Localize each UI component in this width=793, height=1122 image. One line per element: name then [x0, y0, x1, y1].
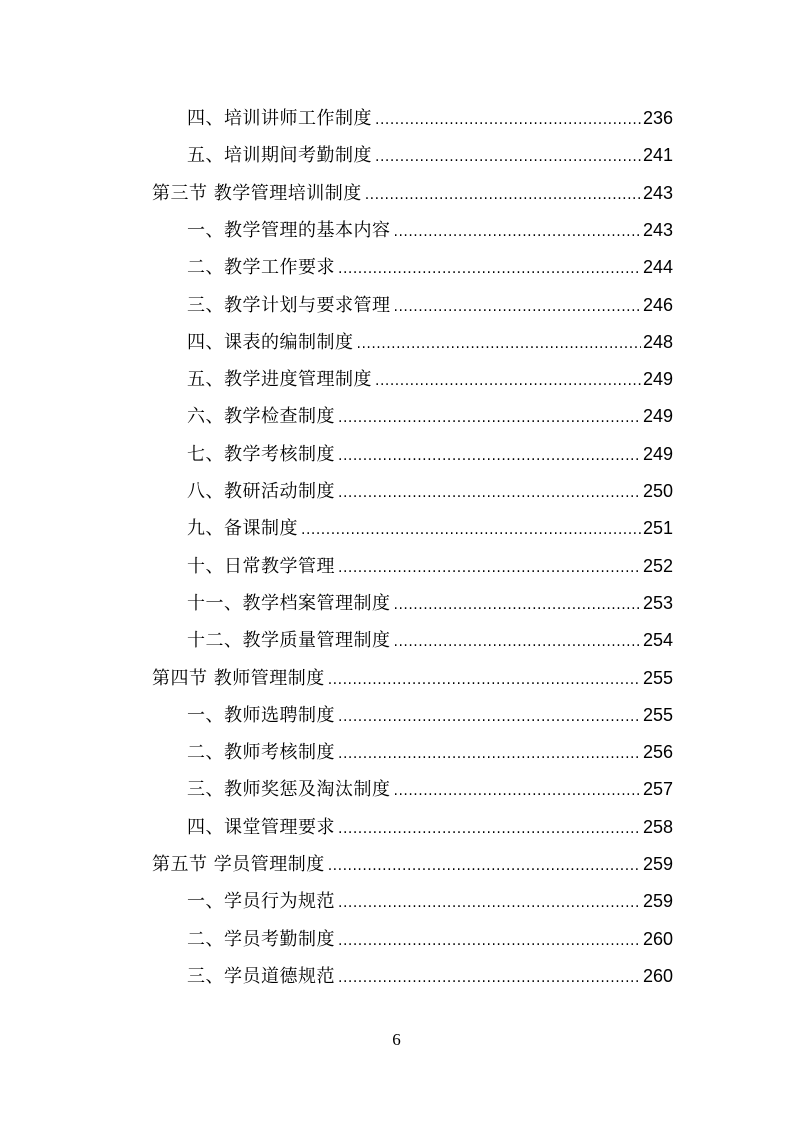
toc-entry-page-number: 259: [642, 854, 673, 874]
toc-entry-title: 十二、教学质量管理制度: [187, 630, 391, 652]
toc-entry-page-number: 257: [642, 779, 673, 800]
toc-entry-page-number: 243: [642, 182, 673, 203]
page-number: 6: [392, 1030, 401, 1049]
toc-dot-leader: [328, 662, 641, 699]
toc-entry[interactable]: [187, 809, 673, 846]
toc-entry-title: 四、课表的编制制度: [187, 331, 354, 353]
toc-entry-title: 十、日常教学管理: [187, 555, 335, 577]
toc-entry-title: 第五节 学员管理制度: [152, 854, 325, 875]
toc-entry-page-number: 248: [642, 331, 673, 352]
toc-entry-page-number: 259: [642, 891, 673, 912]
toc-entry[interactable]: [187, 921, 673, 958]
toc-entry-page-number: 258: [642, 816, 673, 837]
toc-entry[interactable]: [187, 398, 673, 435]
toc-dot-leader: [338, 736, 641, 773]
toc-entry-page-number: 249: [642, 369, 673, 390]
toc-entry-page-number: 253: [642, 592, 673, 613]
toc-entry-title: 三、学员道德规范: [187, 965, 335, 987]
toc-entry-title: 五、教学进度管理制度: [187, 369, 372, 391]
toc-dot-leader: [338, 885, 641, 922]
toc-entry-page-number: 255: [642, 704, 673, 725]
toc-entry-page-number: 260: [642, 928, 673, 949]
toc-entry[interactable]: [187, 697, 673, 734]
toc-entry-title: 七、教学考核制度: [187, 443, 335, 465]
toc-entry-page-number: 244: [642, 257, 673, 278]
toc-entry-page-number: 246: [642, 294, 673, 315]
toc-entry-title: 一、学员行为规范: [187, 891, 335, 913]
toc-entry-title: 二、教学工作要求: [187, 257, 335, 279]
toc-entry-title: 一、教师选聘制度: [187, 704, 335, 726]
toc-entry-page-number: 249: [642, 406, 673, 427]
toc-entry-title: 一、教学管理的基本内容: [187, 219, 391, 241]
toc-section-entry[interactable]: [152, 660, 673, 697]
toc-entry[interactable]: [187, 249, 673, 286]
toc-entry-title: 三、教学计划与要求管理: [187, 294, 391, 316]
toc-dot-leader: [338, 438, 641, 475]
toc-entry-page-number: 252: [642, 555, 673, 576]
toc-entry-page-number: 260: [642, 965, 673, 986]
toc-entry[interactable]: [187, 622, 673, 659]
toc-dot-leader: [338, 811, 641, 848]
toc-entry-title: 第四节 教师管理制度: [152, 667, 325, 689]
toc-entry-page-number: 243: [642, 219, 673, 240]
toc-section-entry[interactable]: [152, 175, 673, 212]
toc-entry-page-number: 249: [642, 443, 673, 464]
toc-entry[interactable]: [187, 585, 673, 622]
toc-entry-title: 第三节 教学管理培训制度: [152, 182, 362, 204]
toc-entry[interactable]: [187, 287, 673, 324]
toc-dot-leader: [357, 326, 641, 363]
toc-entry-title: 二、学员考勤制度: [187, 928, 335, 950]
toc-entry[interactable]: [187, 436, 673, 473]
toc-dot-leader: [394, 773, 641, 810]
toc-entry-page-number: 251: [642, 518, 673, 539]
toc-entry[interactable]: [187, 100, 673, 137]
toc-entry-title: 九、备课制度: [187, 518, 298, 540]
toc-entry-title: 五、培训期间考勤制度: [187, 145, 372, 167]
toc-entry[interactable]: [187, 958, 673, 995]
toc-entry[interactable]: [187, 324, 673, 361]
toc-section-entry[interactable]: [152, 846, 673, 883]
toc-entry-page-number: 255: [642, 667, 673, 688]
toc-dot-leader: [338, 699, 641, 736]
toc-dot-leader: [394, 587, 641, 624]
toc-entry-page-number: 236: [642, 108, 673, 128]
toc-entry[interactable]: [187, 361, 673, 398]
toc-dot-leader: [338, 400, 641, 437]
toc-dot-leader: [338, 923, 641, 960]
toc-entry-page-number: 254: [642, 630, 673, 651]
toc-entry-title: 四、课堂管理要求: [187, 816, 335, 838]
toc-entry-title: 二、教师考核制度: [187, 742, 335, 764]
toc-entry[interactable]: [187, 510, 673, 547]
toc-entry[interactable]: [187, 212, 673, 249]
toc-entry[interactable]: [187, 771, 673, 808]
toc-entry-page-number: 250: [642, 481, 673, 501]
toc-dot-leader: [394, 289, 641, 326]
toc-entry-title: 四、培训讲师工作制度: [187, 108, 372, 129]
toc-entry-title: 十一、教学档案管理制度: [187, 592, 391, 614]
toc-entry[interactable]: [187, 883, 673, 920]
toc-dot-leader: [375, 139, 641, 176]
toc-dot-leader: [328, 848, 641, 885]
toc-entry[interactable]: [187, 548, 673, 585]
toc-dot-leader: [338, 960, 641, 997]
toc-dot-leader: [338, 550, 641, 587]
toc-entry-title: 六、教学检查制度: [187, 406, 335, 428]
toc-entry[interactable]: [187, 473, 673, 510]
toc-entry-title: 三、教师奖惩及淘汰制度: [187, 779, 391, 801]
toc-dot-leader: [375, 363, 641, 400]
toc-entry[interactable]: [187, 734, 673, 771]
toc-dot-leader: [301, 512, 641, 549]
toc-entry-page-number: 241: [642, 145, 673, 166]
toc-dot-leader: [394, 214, 641, 251]
toc-entry[interactable]: [187, 137, 673, 174]
toc-dot-leader: [375, 102, 641, 139]
toc-dot-leader: [394, 624, 641, 661]
toc-entry-title: 八、教研活动制度: [187, 481, 335, 502]
toc-entry-page-number: 256: [642, 742, 673, 763]
toc-dot-leader: [365, 177, 641, 214]
toc-dot-leader: [338, 475, 641, 512]
toc-dot-leader: [338, 251, 641, 288]
